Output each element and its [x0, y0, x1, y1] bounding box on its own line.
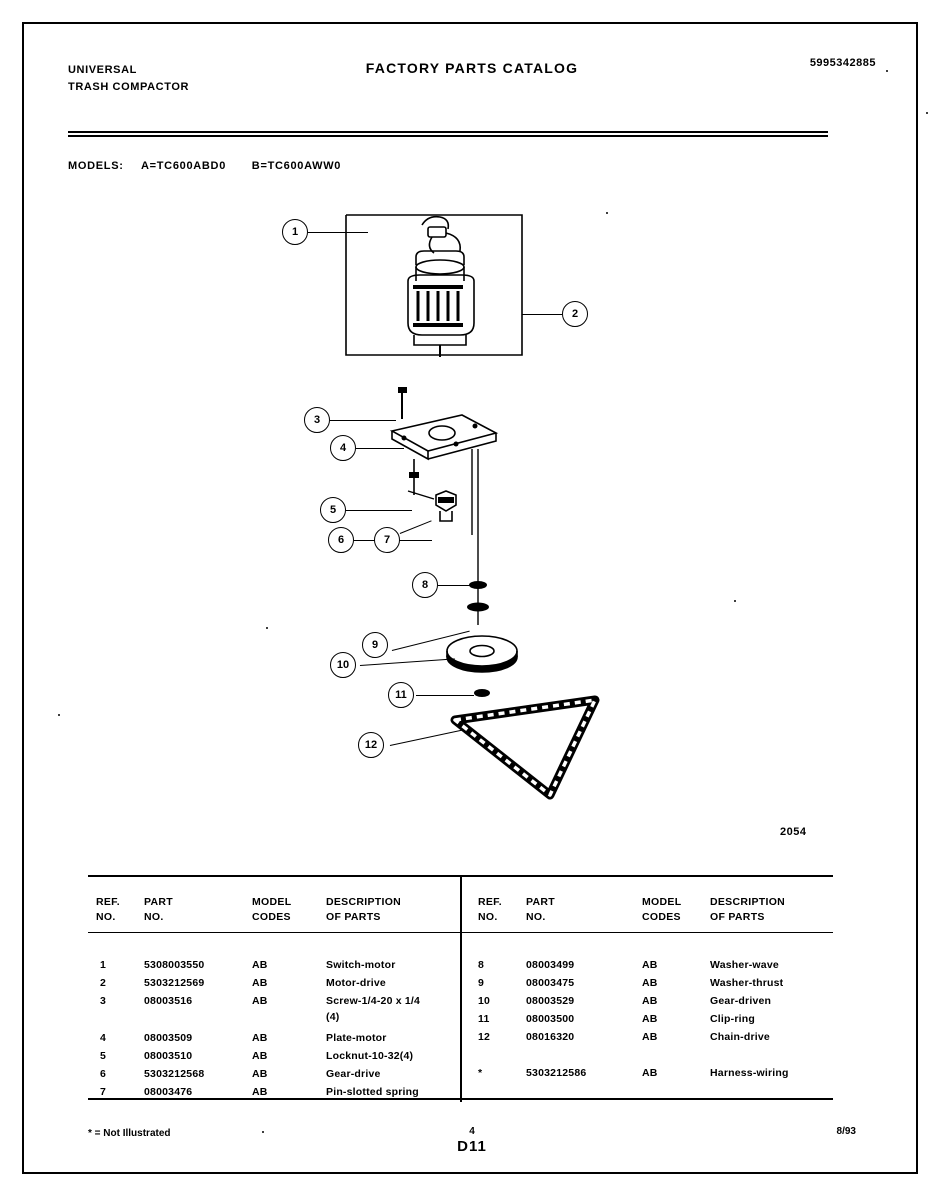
cell-desc: Washer-thrust — [710, 977, 784, 989]
cell-desc: Gear-driven — [710, 995, 772, 1007]
footnote-not-illustrated: * = Not Illustrated — [88, 1128, 171, 1139]
header-part-l2-right: NO. — [526, 911, 546, 923]
leader-line-2 — [522, 314, 562, 315]
cell-ref: 12 — [478, 1031, 491, 1043]
callout-3: 3 — [304, 407, 330, 433]
header-model-l2-right: CODES — [642, 911, 681, 923]
callout-8: 8 — [412, 572, 438, 598]
scan-speck — [266, 627, 268, 629]
cell-part: 5303212569 — [144, 977, 205, 989]
page-number: D11 — [457, 1138, 487, 1155]
cell-ref: 3 — [100, 995, 107, 1007]
diagram-number: 2054 — [780, 826, 807, 838]
header-part-l1-right: PART — [526, 896, 556, 908]
scan-speck — [58, 714, 60, 716]
model-item-b: B=TC600AWW0 — [251, 160, 342, 172]
header-desc-l1-right: DESCRIPTION — [710, 896, 786, 908]
cell-desc: Pin-slotted spring — [326, 1086, 419, 1098]
exploded-parts-diagram — [250, 195, 700, 845]
leader-line-8 — [438, 585, 470, 586]
cell-desc: Washer-wave — [710, 959, 779, 971]
callout-5: 5 — [320, 497, 346, 523]
cell-part: 08003510 — [144, 1050, 193, 1062]
scan-speck — [926, 112, 928, 114]
callout-7: 7 — [374, 527, 400, 553]
cell-desc: Motor-drive — [326, 977, 386, 989]
callout-11: 11 — [388, 682, 414, 708]
leader-line-1 — [308, 232, 368, 233]
callout-4: 4 — [330, 435, 356, 461]
header-part-l1: PART — [144, 896, 174, 908]
cell-model: AB — [252, 959, 268, 971]
cell-desc: Switch-motor — [326, 959, 396, 971]
leader-line-4 — [356, 448, 404, 449]
cell-model: AB — [642, 959, 658, 971]
cell-desc: Screw-1/4-20 x 1/4 — [326, 995, 421, 1007]
diagram-svg — [250, 195, 700, 845]
cell-model: AB — [252, 1050, 268, 1062]
callout-12: 12 — [358, 732, 384, 758]
cell-part: 5303212568 — [144, 1068, 205, 1080]
cell-ref: 4 — [100, 1032, 107, 1044]
models-label: MODELS: — [68, 160, 124, 172]
cell-part: 08003529 — [526, 995, 575, 1007]
catalog-title: FACTORY PARTS CATALOG — [365, 60, 579, 76]
cell-desc: Plate-motor — [326, 1032, 387, 1044]
cell-desc-cont: (4) — [326, 1011, 340, 1023]
cell-model: AB — [642, 1067, 658, 1079]
model-item-a: A=TC600ABD0 — [140, 160, 227, 172]
date-code: 8/93 — [836, 1126, 856, 1137]
cell-ref: 9 — [478, 977, 485, 989]
header-desc-l2: OF PARTS — [326, 911, 381, 923]
callout-1: 1 — [282, 219, 308, 245]
table-header-rule — [88, 932, 833, 933]
cell-ref: 7 — [100, 1086, 107, 1098]
cell-model: AB — [642, 995, 658, 1007]
cell-model: AB — [252, 995, 268, 1007]
leader-line-3 — [330, 420, 396, 421]
header-ref-l1-right: REF. — [478, 896, 502, 908]
cell-ref: 8 — [478, 959, 485, 971]
cell-part: 08003516 — [144, 995, 193, 1007]
scan-speck — [734, 600, 736, 602]
cell-ref: 10 — [478, 995, 491, 1007]
cell-model: AB — [642, 1031, 658, 1043]
callout-6: 6 — [328, 527, 354, 553]
cell-desc: Clip-ring — [710, 1013, 755, 1025]
header-ref-l2: NO. — [96, 911, 116, 923]
cell-model: AB — [642, 1013, 658, 1025]
header-part-l2: NO. — [144, 911, 164, 923]
cell-part: 08003499 — [526, 959, 575, 971]
cell-part: 5308003550 — [144, 959, 205, 971]
cell-ref: 5 — [100, 1050, 107, 1062]
cell-model: AB — [252, 977, 268, 989]
header-model-l1-right: MODEL — [642, 896, 682, 908]
cell-desc: Locknut-10-32(4) — [326, 1050, 414, 1062]
cell-model: AB — [642, 977, 658, 989]
cell-model: AB — [252, 1032, 268, 1044]
header-model-l1: MODEL — [252, 896, 292, 908]
cell-model: AB — [252, 1086, 268, 1098]
cell-part: 5303212586 — [526, 1067, 587, 1079]
cell-desc: Chain-drive — [710, 1031, 770, 1043]
cell-desc: Gear-drive — [326, 1068, 381, 1080]
header-divider — [68, 131, 828, 137]
cell-ref: * — [478, 1067, 483, 1079]
scan-speck — [262, 1131, 264, 1133]
cell-ref: 11 — [478, 1013, 490, 1025]
header-model-l2: CODES — [252, 911, 291, 923]
brand-line-2: TRASH COMPACTOR — [68, 81, 190, 93]
models-line — [68, 160, 363, 172]
brand-line-1: UNIVERSAL — [68, 64, 137, 76]
leader-line-5 — [346, 510, 412, 511]
header-ref-l1: REF. — [96, 896, 120, 908]
scan-speck — [606, 212, 608, 214]
cell-part: 08003509 — [144, 1032, 193, 1044]
cell-part: 08016320 — [526, 1031, 575, 1043]
page-number-small: 4 — [469, 1126, 475, 1137]
callout-10: 10 — [330, 652, 356, 678]
callout-2: 2 — [562, 301, 588, 327]
cell-ref: 6 — [100, 1068, 107, 1080]
callout-9: 9 — [362, 632, 388, 658]
parts-table — [88, 875, 833, 1100]
cell-desc: Harness-wiring — [710, 1067, 789, 1079]
cell-ref: 1 — [100, 959, 107, 971]
cell-model: AB — [252, 1068, 268, 1080]
cell-ref: 2 — [100, 977, 107, 989]
cell-part: 08003476 — [144, 1086, 193, 1098]
cell-part: 08003475 — [526, 977, 575, 989]
header-desc-l1: DESCRIPTION — [326, 896, 402, 908]
cell-part: 08003500 — [526, 1013, 575, 1025]
header-ref-l2-right: NO. — [478, 911, 498, 923]
leader-line-11 — [416, 695, 474, 696]
header-desc-l2-right: OF PARTS — [710, 911, 765, 923]
catalog-number: 5995342885 — [809, 57, 876, 69]
scan-speck — [886, 70, 888, 72]
